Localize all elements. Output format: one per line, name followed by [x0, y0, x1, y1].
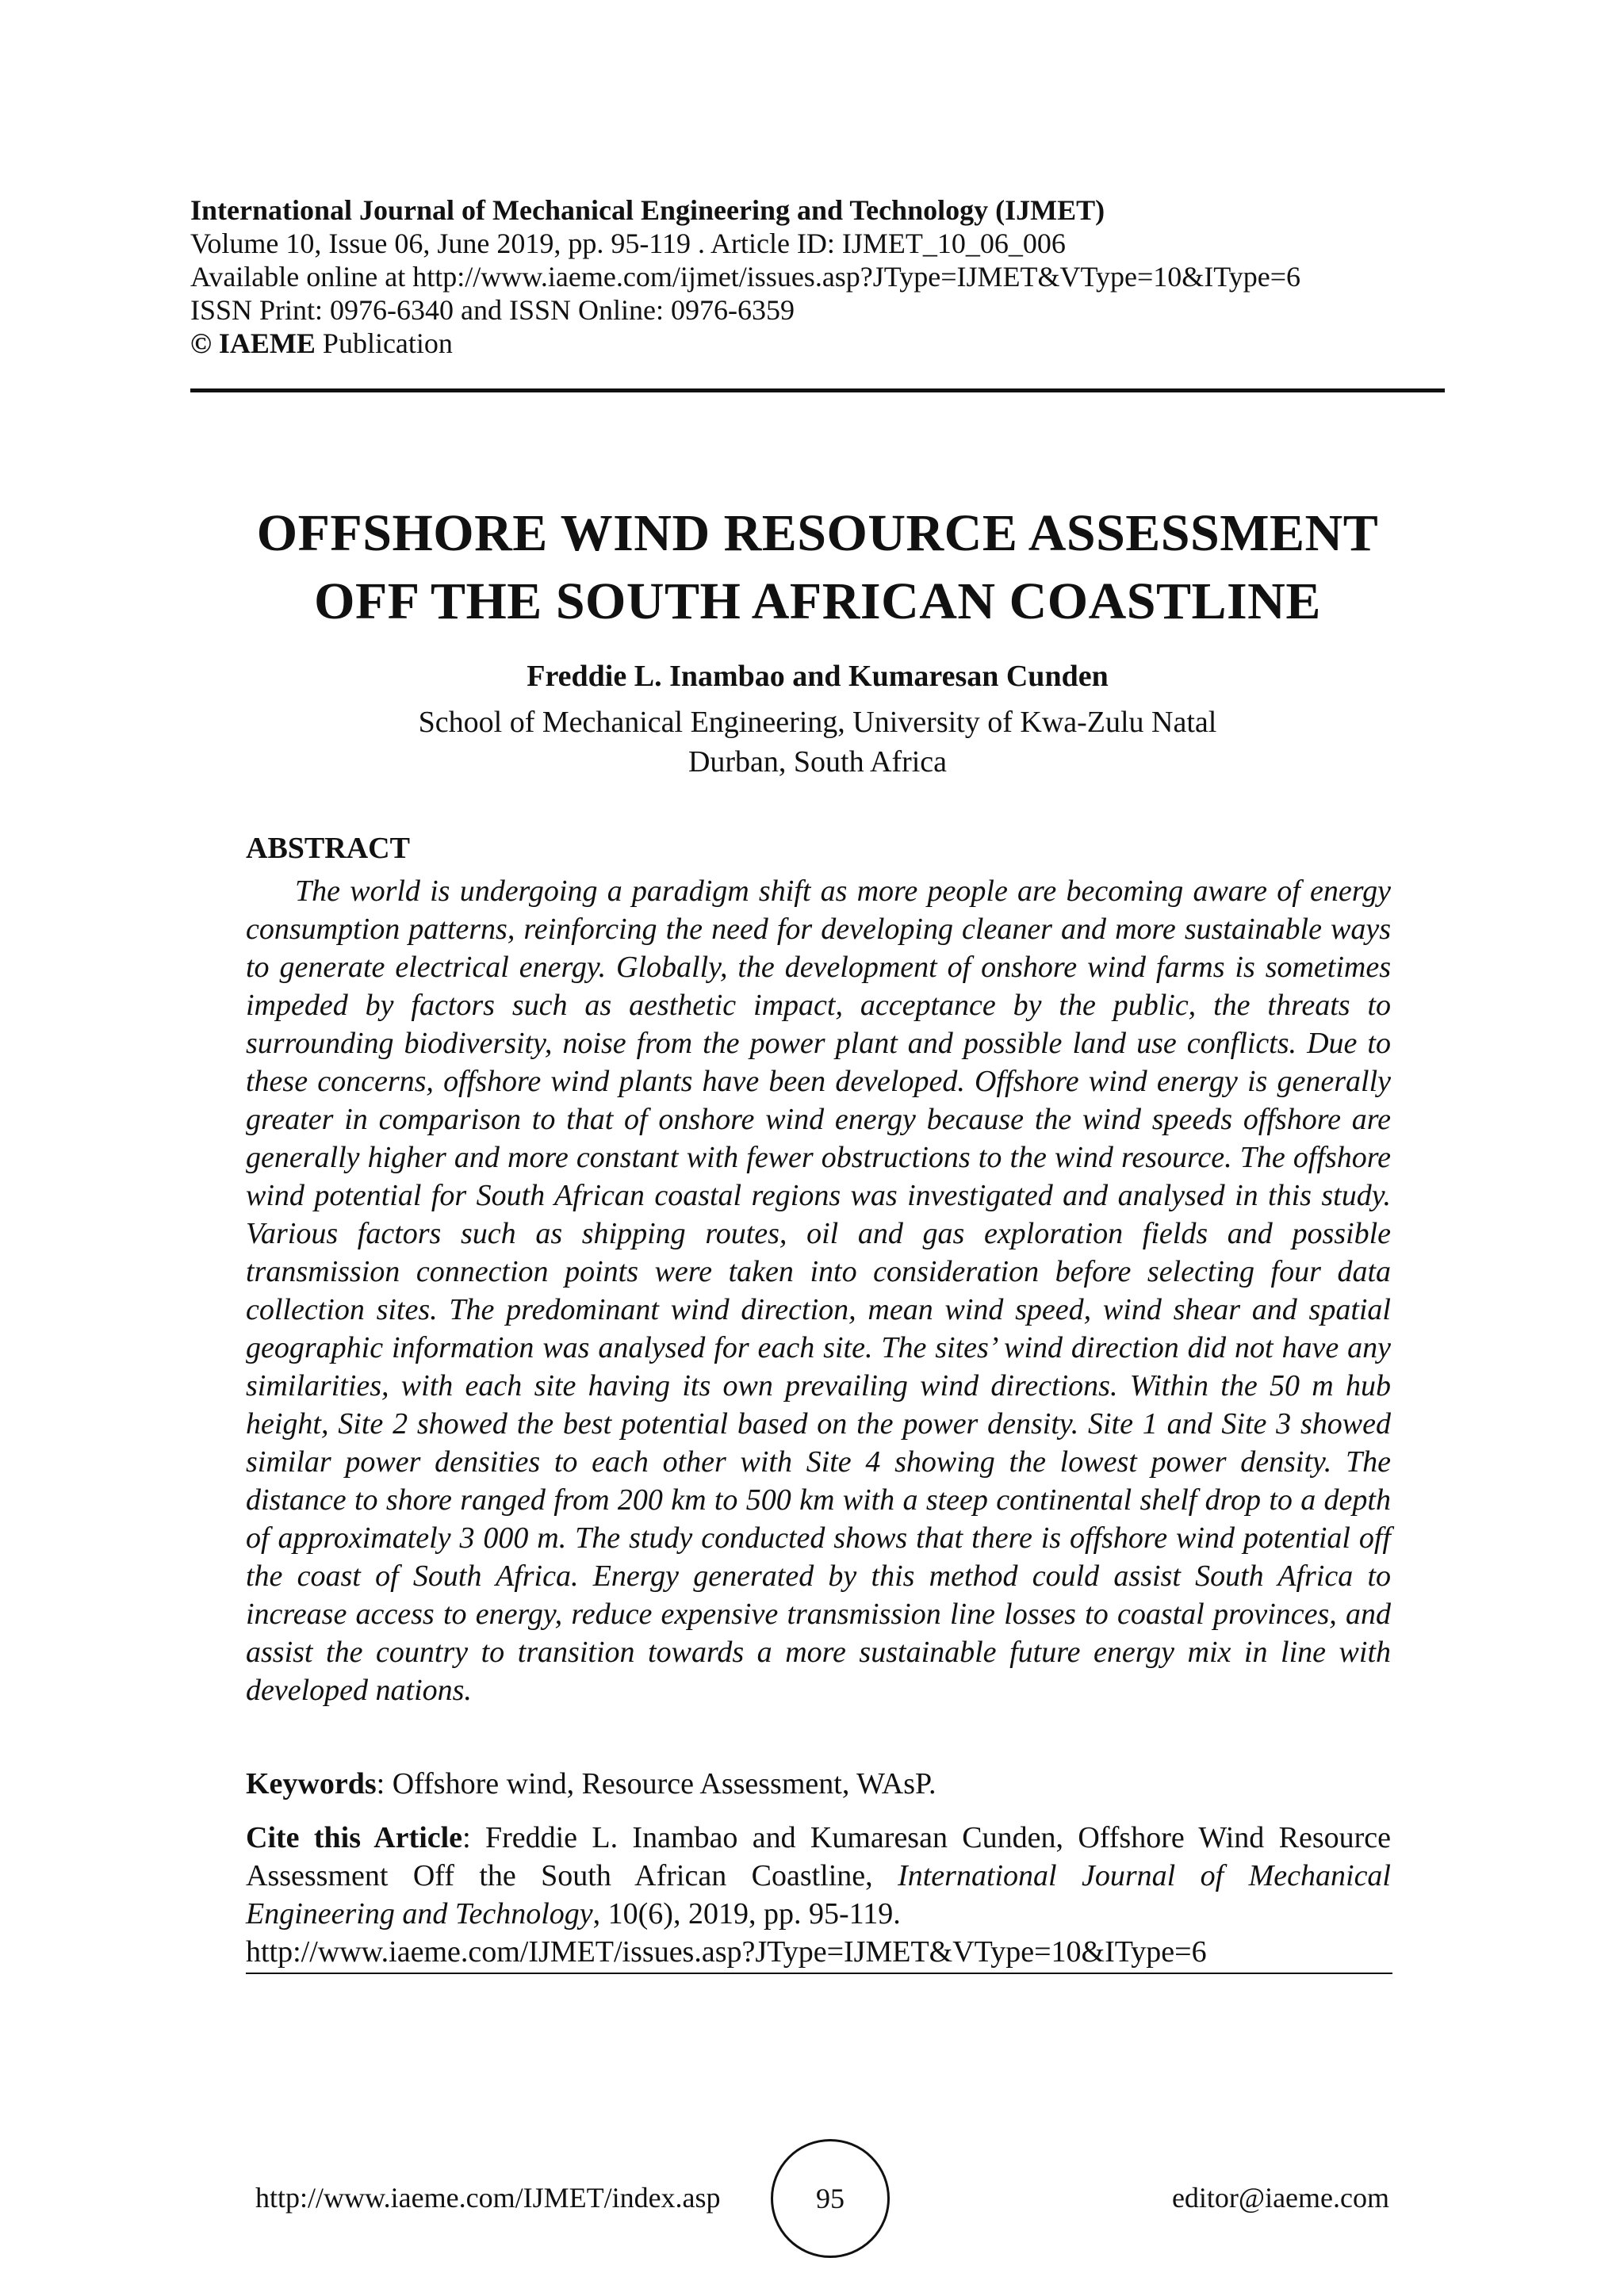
page-number [771, 2139, 890, 2258]
citation [246, 1819, 1391, 1971]
volume-info: Volume 10, Issue 06, June 2019, pp. 95-119 . Article ID: IJMET_10_06_006 [190, 228, 1066, 259]
publisher-line [190, 327, 1443, 360]
footer-email[interactable]: editor@iaeme.com [1171, 2182, 1389, 2214]
header-divider [190, 388, 1445, 392]
online-availability: Available online at http://www.iaeme.com/ijmet/issues.asp?JType=IJMET&VType=10&IType=6 [190, 261, 1301, 293]
publication-label: Publication [322, 327, 453, 359]
journal-name: International Journal of Mechanical Engineering and Technology (IJMET) [190, 194, 1105, 226]
copyright-symbol: © [190, 327, 212, 359]
keywords-text: : Offshore wind, Resource Assessment, WAsP. [376, 1767, 936, 1800]
cite-volume: , 10(6), 2019, pp. 95-119. [592, 1897, 901, 1931]
authors: Freddie L. Inambao and Kumaresan Cunden [527, 660, 1109, 693]
abstract-text: The world is undergoing a paradigm shift as more people are becoming aware of energy consumption patterns, reinforcing the need for developing cleaner and more sustainable ways to generate electrical energy. Globally, the development of onshore wind farms is sometimes impeded by factors such as aesthetic impact, acceptance by the public, the threats to surrounding biodiversity, noise from the power plant and possible land use conflicts. Due to these concerns, offshore wind plants have been developed. Offshore wind energy is generally greater in comparison to that of onshore wind energy because the wind speeds offshore are generally higher and more constant with fewer obstructions to the wind resource. The offshore wind potential for South African coastal regions was investigated and analysed in this study. Various factors such as shipping routes, oil and gas exploration fields and possible transmission connection points were taken into consideration before selecting four data collection sites. The predominant wind direction, mean wind speed, wind shear and spatial geographic information was analysed for each site. The sites’ wind direction did not have any similarities, with each site having its own prevailing wind directions. Within the 50 m hub height, Site 2 showed the best potential based on the power density. Site 1 and Site 3 showed similar power densities to each other with Site 4 showing the lowest power density. The distance to shore ranged from 200 km to 500 km with a steep continental shelf drop to a depth of approximately 3 000 m. The study conducted shows that there is offshore wind potential off the coast of South Africa. Energy generated by this method could assist South Africa to increase access to energy, reduce expensive transmission line losses to coastal provinces, and assist the country to transition towards a more sustainable future energy mix in line with developed nations. [246, 874, 1391, 1707]
affiliation-line-2: Durban, South Africa [688, 745, 948, 779]
cite-journal: International Journal of Mechanical Engineering and Technology [246, 1859, 1391, 1931]
keywords-label: Keywords [246, 1767, 377, 1800]
affiliation [190, 702, 1445, 782]
title-line-1: OFFSHORE WIND RESOURCE ASSESSMENT [256, 504, 1379, 562]
page-number-text: 95 [816, 2183, 845, 2214]
keywords [246, 1765, 1391, 1803]
issn-info: ISSN Print: 0976-6340 and ISSN Online: 0976-6359 [190, 294, 795, 326]
publisher-name: IAEME [218, 327, 316, 359]
citation-divider [246, 1973, 1392, 1974]
cite-url[interactable]: http://www.iaeme.com/IJMET/issues.asp?JType=IJMET&VType=10&IType=6 [246, 1935, 1207, 1969]
cite-label: Cite this Article [246, 1821, 463, 1854]
abstract-heading: ABSTRACT [246, 832, 410, 865]
affiliation-line-1: School of Mechanical Engineering, University of Kwa-Zulu Natal [418, 706, 1217, 739]
paper-title [190, 499, 1445, 636]
journal-header [190, 193, 1443, 360]
cite-text: : Freddie L. Inambao and Kumaresan Cunden, Offshore Wind Resource Assessment Off the South African Coastline, [246, 1821, 1392, 1892]
title-line-2: OFF THE SOUTH AFRICAN COASTLINE [314, 572, 1321, 630]
footer-journal-url[interactable]: http://www.iaeme.com/IJMET/index.asp [255, 2182, 721, 2214]
